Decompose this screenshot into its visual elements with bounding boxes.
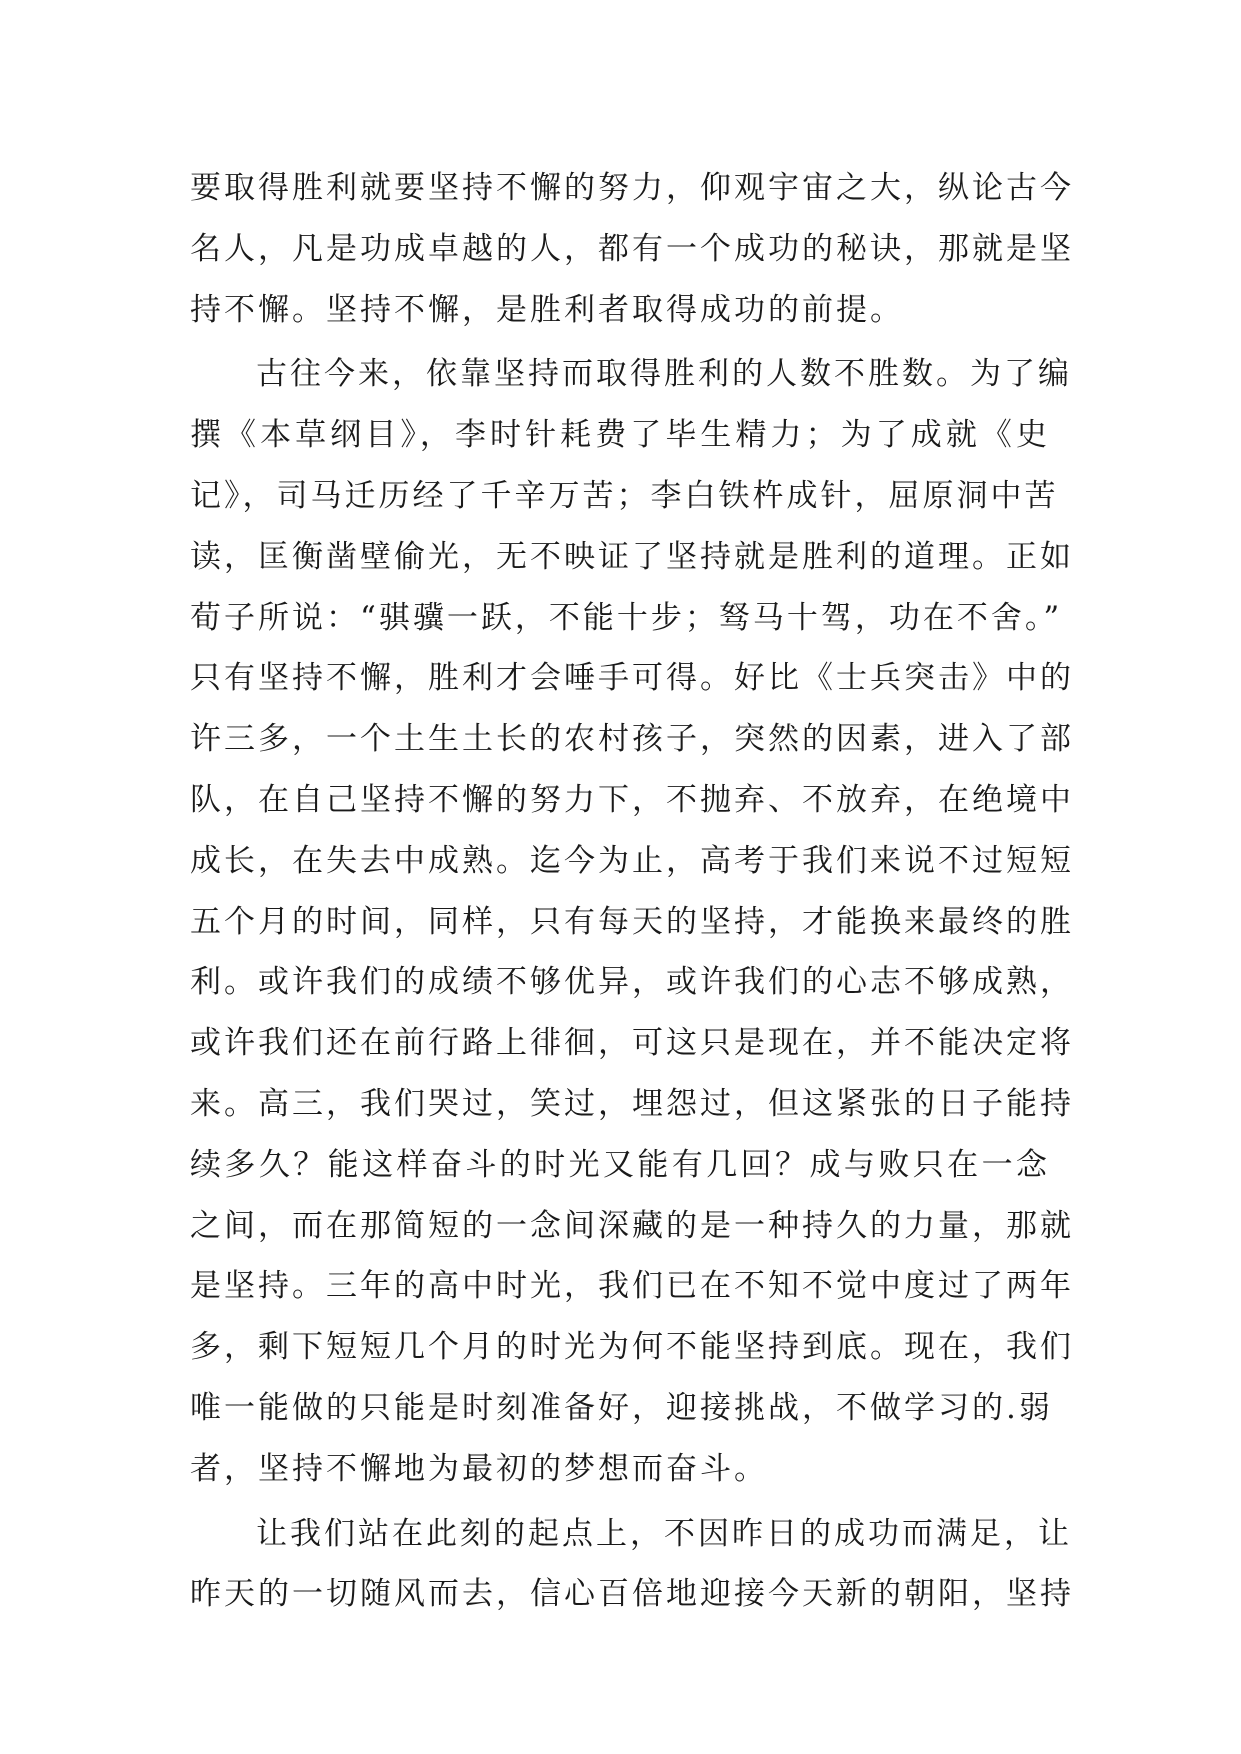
paragraph-1	[190, 158, 1074, 340]
text-line: 古往今来，依靠坚持而取得胜利的人数不胜数。为了编	[256, 356, 1072, 393]
text-line: 是坚持。三年的高中时光，我们已在不知不觉中度过了两年	[190, 1268, 1074, 1305]
text-line: 队，在自己坚持不懈的努力下，不抛弃、不放弃，在绝境中	[190, 781, 1074, 818]
text-line: 之间，而在那简短的一念间深藏的是一种持久的力量，那就	[190, 1207, 1074, 1244]
text-line: 读，匡衡凿壁偷光，无不映证了坚持就是胜利的道理。正如	[190, 538, 1074, 575]
text-line: 持不懈。坚持不懈，是胜利者取得成功的前提。	[190, 291, 904, 328]
text-line: 五个月的时间，同样，只有每天的坚持，才能换来最终的胜	[190, 903, 1074, 940]
paragraph-3	[190, 1504, 1074, 1626]
text-line: 荀子所说：“骐骥一跃，不能十步；驽马十驾，功在不舍。”	[190, 599, 1063, 636]
text-line: 只有坚持不懈，胜利才会唾手可得。好比《士兵突击》中的	[190, 660, 1074, 697]
text-line: 或许我们还在前行路上徘徊，可这只是现在，并不能决定将	[190, 1025, 1074, 1062]
text-line: 者，坚持不懈地为最初的梦想而奋斗。	[190, 1450, 768, 1487]
text-line: 来。高三，我们哭过，笑过，埋怨过，但这紧张的日子能持	[190, 1085, 1074, 1122]
paragraph-2	[190, 344, 1074, 1499]
text-line: 让我们站在此刻的起点上，不因昨日的成功而满足，让	[256, 1515, 1072, 1552]
text-line: 成长，在失去中成熟。迄今为止，高考于我们来说不过短短	[190, 842, 1074, 879]
document-body	[190, 158, 1074, 1625]
text-line: 多，剩下短短几个月的时光为何不能坚持到底。现在，我们	[190, 1329, 1074, 1366]
text-line: 要取得胜利就要坚持不懈的努力，仰观宇宙之大，纵论古今	[190, 170, 1074, 206]
text-line: 名人，凡是功成卓越的人，都有一个成功的秘诀，那就是坚	[190, 230, 1074, 267]
text-line: 记》，司马迁历经了千辛万苦；李白铁杵成针，屈原洞中苦	[190, 477, 1059, 514]
text-line: 撰《本草纲目》，李时针耗费了毕生精力；为了成就《史	[190, 417, 1050, 454]
text-line: 昨天的一切随风而去，信心百倍地迎接今天新的朝阳，坚持	[190, 1576, 1074, 1613]
text-line: 利。或许我们的成绩不够优异，或许我们的心志不够成熟，	[190, 964, 1074, 1001]
text-line: 续多久？能这样奋斗的时光又能有几回？成与败只在一念	[190, 1146, 1050, 1183]
text-line: 许三多，一个土生土长的农村孩子，突然的因素，进入了部	[190, 721, 1074, 758]
text-line: 唯一能做的只能是时刻准备好，迎接挑战，不做学习的.弱	[190, 1389, 1053, 1426]
